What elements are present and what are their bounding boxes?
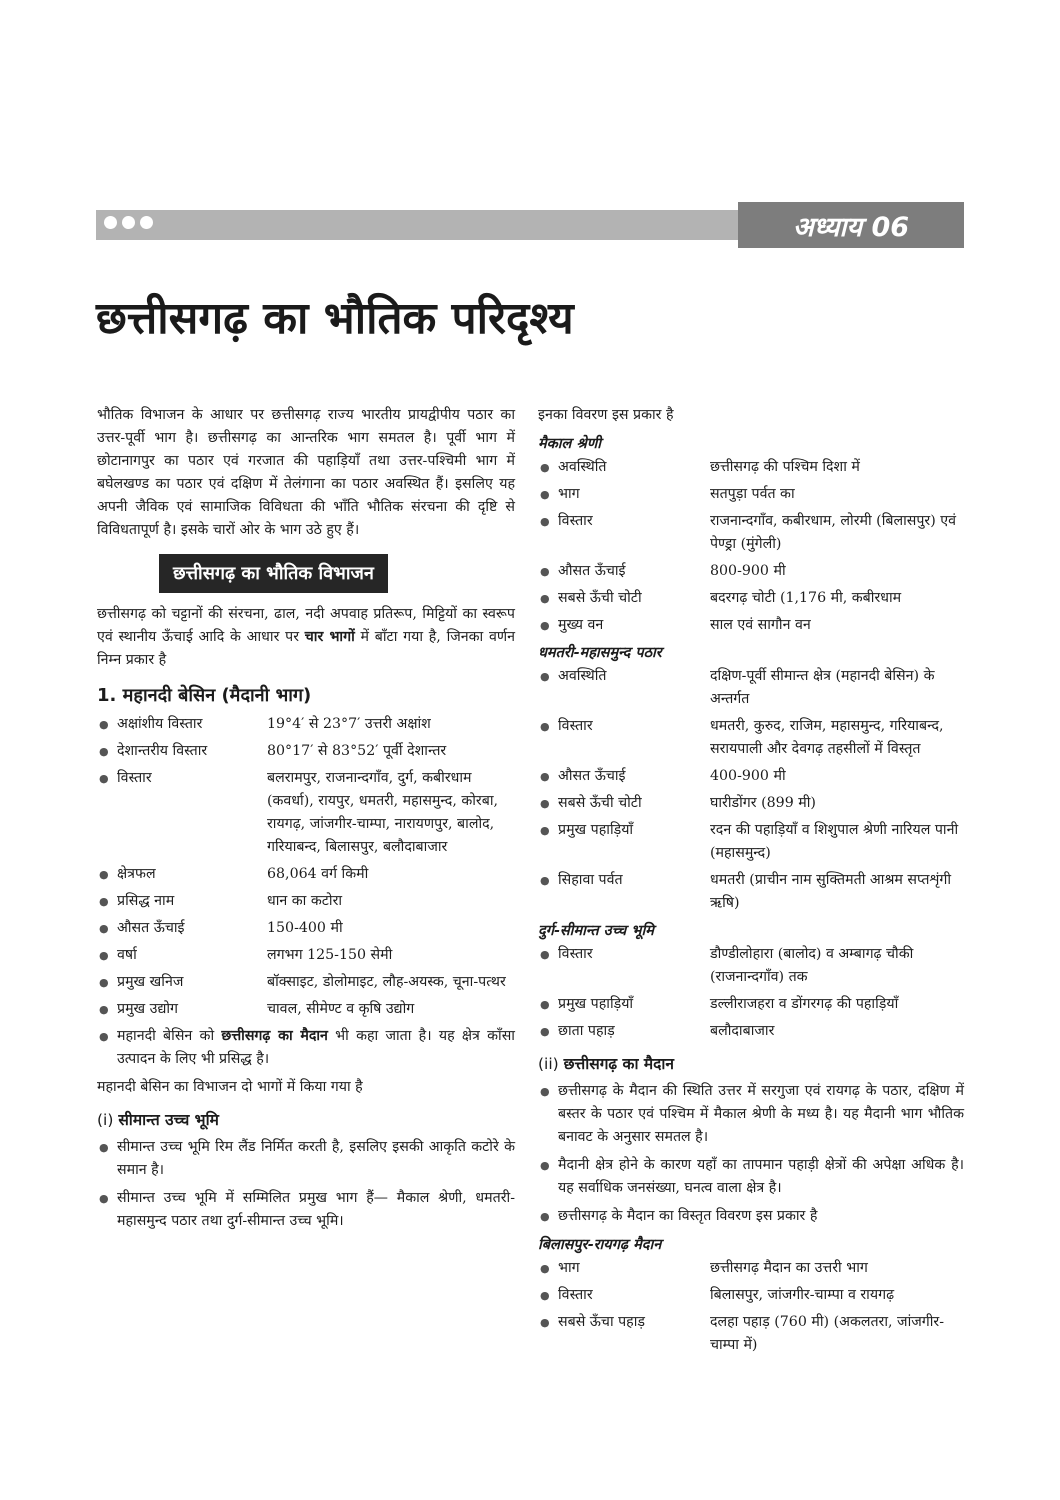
- fact-value: बिलासपुर, जांजगीर-चाम्पा व रायगढ़: [710, 1287, 895, 1303]
- fact-value: छत्तीसगढ़ की पश्चिम दिशा में: [710, 459, 860, 475]
- fact-value: डल्लीराजहरा व डोंगरगढ़ की पहाड़ियाँ: [710, 996, 899, 1012]
- basin-facts-list: [97, 713, 515, 1021]
- fact-value: लगभग 125-150 सेमी: [267, 947, 393, 963]
- fact-key: प्रसिद्ध नाम: [117, 893, 175, 909]
- bullet-icon: ●: [99, 1030, 109, 1043]
- bullet-icon: ●: [99, 1141, 109, 1154]
- fact-row: [538, 943, 964, 989]
- durg-heading: दुर्ग-सीमान्त उच्च भूमि: [538, 922, 654, 939]
- bullet-icon: ●: [540, 565, 550, 578]
- fact-key: विस्तार: [558, 1287, 593, 1303]
- dhamtari-heading: धमतरी-महासमुन्द पठार: [538, 644, 662, 661]
- sub2-title: छत्तीसगढ़ का मैदान: [563, 1055, 674, 1073]
- fact-value: धमतरी (प्राचीन नाम सुक्तिमती आश्रम सप्तशृंगी ऋषि): [710, 872, 952, 911]
- bullet-item: [538, 1205, 964, 1228]
- bullet-item: [97, 1187, 515, 1233]
- bullet-icon: ●: [99, 868, 109, 881]
- fact-row: [538, 1311, 964, 1357]
- bullet-icon: ●: [540, 1262, 550, 1275]
- bullet-icon: ●: [99, 976, 109, 989]
- basin-note-b: भी कहा जाता है। यह क्षेत्र काँसा उत्पादन के लिए भी प्रसिद्ध है।: [117, 1028, 515, 1067]
- bullet-icon: ●: [540, 488, 550, 501]
- sub1-heading: [97, 1109, 515, 1132]
- fact-row: [538, 1257, 964, 1280]
- fact-row: [538, 483, 964, 506]
- fact-row: [97, 890, 515, 913]
- bullet-icon: ●: [540, 948, 550, 961]
- page-title: छत्तीसगढ़ का भौतिक परिदृश्य: [96, 293, 574, 344]
- bullet-icon: ●: [540, 1085, 550, 1098]
- header-dots: [104, 216, 153, 229]
- fact-key: प्रमुख खनिज: [117, 974, 184, 990]
- fact-row: [538, 510, 964, 556]
- fact-value: बलौदाबाजार: [710, 1023, 775, 1039]
- fact-value: 800-900 मी: [710, 563, 786, 579]
- sub1-bullets: [97, 1136, 515, 1233]
- fact-value: धान का कटोरा: [267, 893, 343, 909]
- fact-key: वर्षा: [117, 947, 137, 963]
- fact-row: [538, 765, 964, 788]
- bullet-icon: ●: [540, 998, 550, 1011]
- fact-row: [97, 863, 515, 886]
- basin-note-bold: छत्तीसगढ़ का मैदान: [221, 1028, 328, 1044]
- fact-value: धमतरी, कुरुद, राजिम, महासमुन्द, गरियाबन्द, सरायपाली और देवगढ़ तहसीलों में विस्तृत: [710, 718, 944, 757]
- bullet-text: मैदानी क्षेत्र होने के कारण यहाँ का तापमान पहाड़ी क्षेत्रों की अपेक्षा अधिक है। यह सर्वाधिक जनसंख्या, घनत्व वाला क्षेत्र है।: [558, 1157, 964, 1196]
- fact-row: [538, 560, 964, 583]
- intro-paragraph: भौतिक विभाजन के आधार पर छत्तीसगढ़ राज्य भारतीय प्रायद्वीपीय पठार का उत्तर-पूर्वी भाग है। छत्तीसगढ़ का आन्तरिक भाग समतल है। पूर्वी भाग में छोटानागपुर का पठार एवं गरजात की पहाड़ियाँ तथा उत्तर-पश्चिमी भाग में बघेलखण्ड का पठार एवं दक्षिण में तेलंगाना का पठार अवस्थित हैं। इसलिए यह अपनी जैविक एवं सामाजिक विविधता की भाँति भौतिक संरचना की दृष्टि से विविधतापूर्ण है। इसके चारों ओर के भाग उठे हुए हैं।: [97, 407, 515, 538]
- fact-key: विस्तार: [558, 946, 593, 962]
- bullet-icon: ●: [540, 1025, 550, 1038]
- fact-key: अवस्थिति: [558, 668, 607, 684]
- fact-row: [538, 1020, 964, 1043]
- fact-key: औसत ऊँचाई: [558, 768, 626, 784]
- bullet-icon: ●: [540, 824, 550, 837]
- bullet-icon: ●: [99, 1003, 109, 1016]
- bullet-icon: ●: [540, 1159, 550, 1172]
- fact-key: सबसे ऊँचा पहाड़: [558, 1314, 645, 1330]
- bilaspur-list: [538, 1257, 964, 1357]
- fact-value: चावल, सीमेण्ट व कृषि उद्योग: [267, 1001, 415, 1017]
- fact-value: रदन की पहाड़ियाँ व शिशुपाल श्रेणी नारियल पानी (महासमुन्द): [710, 822, 959, 861]
- fact-value: साल एवं सागौन वन: [710, 617, 811, 633]
- fact-row: [538, 792, 964, 815]
- durg-list: [538, 943, 964, 1043]
- bullet-icon: ●: [99, 745, 109, 758]
- bullet-icon: ●: [540, 592, 550, 605]
- fact-key: प्रमुख पहाड़ियाँ: [558, 822, 634, 838]
- fact-value: 19°4′ से 23°7′ उत्तरी अक्षांश: [267, 716, 431, 732]
- bullet-text: छत्तीसगढ़ के मैदान का विस्तृत विवरण इस प्रकार है: [558, 1208, 818, 1224]
- division-intro-text-end: में बाँटा गया है, जिनका वर्णन निम्न प्रकार है: [97, 629, 516, 668]
- fact-row: [97, 998, 515, 1021]
- dot-icon: [122, 216, 135, 229]
- bullet-icon: ●: [99, 1192, 109, 1205]
- bullet-item: [538, 1080, 964, 1149]
- fact-value: डौण्डीलोहारा (बालोद) व अम्बागढ़ चौकी (राजनान्दगाँव) तक: [710, 946, 914, 985]
- fact-row: [97, 767, 515, 859]
- maikal-heading: मैकाल श्रेणी: [538, 435, 601, 452]
- section-heading: छत्तीसगढ़ का भौतिक विभाजन: [159, 554, 388, 593]
- division-intro-bold: चार भागों: [304, 629, 355, 645]
- bullet-icon: ●: [540, 1289, 550, 1302]
- fact-key: छाता पहाड़: [558, 1023, 615, 1039]
- dot-icon: [104, 216, 117, 229]
- fact-key: भाग: [558, 1260, 580, 1276]
- bullet-icon: ●: [540, 515, 550, 528]
- basin-note-a: महानदी बेसिन को: [117, 1028, 222, 1044]
- chapter-label-box: [738, 202, 964, 248]
- left-column: [97, 404, 515, 1238]
- fact-value: सतपुड़ा पर्वत का: [710, 486, 795, 502]
- fact-key: भाग: [558, 486, 580, 502]
- bullet-icon: ●: [540, 770, 550, 783]
- sub1-prefix: (i): [97, 1111, 119, 1129]
- section-heading-wrap: [159, 554, 515, 593]
- bullet-icon: ●: [540, 874, 550, 887]
- division-intro-text: छत्तीसगढ़ को चट्टानों की संरचना, ढाल, नदी अपवाह प्रतिरूप, मिट्टियों का स्वरूप एवं स्थानीय ऊँचाई आदि के आधार पर: [97, 606, 515, 645]
- division-intro: [97, 603, 515, 672]
- fact-key: विस्तार: [558, 513, 593, 529]
- basin-heading: 1. महानदी बेसिन (मैदानी भाग): [97, 685, 312, 706]
- fact-value: 68,064 वर्ग किमी: [267, 866, 369, 882]
- fact-key: मुख्य वन: [558, 617, 604, 633]
- fact-row: [538, 715, 964, 761]
- fact-row: [538, 456, 964, 479]
- sub1-title: सीमान्त उच्च भूमि: [118, 1111, 219, 1129]
- bullet-icon: ●: [540, 670, 550, 683]
- fact-key: अक्षांशीय विस्तार: [117, 716, 203, 732]
- basin-note: [97, 1025, 515, 1071]
- bullet-icon: ●: [99, 922, 109, 935]
- fact-row: [97, 971, 515, 994]
- fact-key: सबसे ऊँची चोटी: [558, 590, 642, 606]
- fact-key: सबसे ऊँची चोटी: [558, 795, 642, 811]
- right-intro: इनका विवरण इस प्रकार है: [538, 407, 674, 423]
- fact-row: [97, 917, 515, 940]
- bilaspur-heading: बिलासपुर-रायगढ़ मैदान: [538, 1236, 662, 1253]
- fact-value: बॉक्साइट, डोलोमाइट, लौह-अयस्क, चूना-पत्थर: [267, 974, 506, 990]
- fact-value: 80°17′ से 83°52′ पूर्वी देशान्तर: [267, 743, 447, 759]
- bullet-item: [538, 1154, 964, 1200]
- basin-note-text: [117, 1025, 515, 1071]
- bullet-icon: ●: [540, 720, 550, 733]
- chapter-header-bar: [96, 210, 738, 240]
- fact-value: दलहा पहाड़ (760 मी) (अकलतरा, जांजगीर-चाम्पा में): [710, 1314, 945, 1353]
- fact-key: क्षेत्रफल: [117, 866, 156, 882]
- fact-key: प्रमुख उद्योग: [117, 1001, 179, 1017]
- basin-split: महानदी बेसिन का विभाजन दो भागों में किया गया है: [97, 1079, 363, 1095]
- bullet-item: [97, 1136, 515, 1182]
- fact-key: सिहावा पर्वत: [558, 872, 623, 888]
- fact-row: [97, 740, 515, 763]
- sub2-prefix: (ii): [538, 1055, 564, 1073]
- fact-row: [97, 944, 515, 967]
- right-column: [538, 404, 964, 1361]
- bullet-icon: ●: [540, 797, 550, 810]
- fact-key: प्रमुख पहाड़ियाँ: [558, 996, 634, 1012]
- fact-row: [538, 587, 964, 610]
- bullet-icon: ●: [540, 461, 550, 474]
- fact-key: अवस्थिति: [558, 459, 607, 475]
- maikal-list: [538, 456, 964, 637]
- fact-key: विस्तार: [117, 770, 152, 786]
- fact-row: [538, 665, 964, 711]
- fact-row: [538, 869, 964, 915]
- fact-row: [538, 1284, 964, 1307]
- fact-value: छत्तीसगढ़ मैदान का उत्तरी भाग: [710, 1260, 868, 1276]
- fact-row: [538, 819, 964, 865]
- fact-row: [538, 993, 964, 1016]
- fact-key: औसत ऊँचाई: [117, 920, 185, 936]
- fact-key: औसत ऊँचाई: [558, 563, 626, 579]
- bullet-text: छत्तीसगढ़ के मैदान की स्थिति उत्तर में सरगुजा एवं रायगढ़ के पठार, दक्षिण में बस्तर के पठार एवं पश्चिम में मैकाल श्रेणी के मध्य है। यह मैदानी भाग भौतिक बनावट के अनुसार समतल है।: [558, 1083, 964, 1145]
- fact-key: विस्तार: [558, 718, 593, 734]
- fact-row: [97, 713, 515, 736]
- fact-value: दक्षिण-पूर्वी सीमान्त क्षेत्र (महानदी बेसिन) के अन्तर्गत: [710, 668, 935, 707]
- bullet-icon: ●: [540, 1316, 550, 1329]
- fact-value: बलरामपुर, राजनान्दगाँव, दुर्ग, कबीरधाम (कवर्धा), रायपुर, धमतरी, महासमुन्द, कोरबा, रायगढ़, जांजगीर-चाम्पा, नारायणपुर, बालोद, गरियाबन्द, बिलासपुर, बलौदाबाजार: [267, 770, 499, 855]
- fact-value: बदरगढ़ चोटी (1,176 मी, कबीरधाम: [710, 590, 902, 606]
- sub2-bullets: [538, 1080, 964, 1228]
- bullet-icon: ●: [99, 949, 109, 962]
- sub2-heading: [538, 1053, 964, 1076]
- fact-row: [538, 614, 964, 637]
- fact-value: 150-400 मी: [267, 920, 343, 936]
- bullet-icon: ●: [540, 619, 550, 632]
- dot-icon: [140, 216, 153, 229]
- bullet-text: सीमान्त उच्च भूमि रिम लैंड निर्मित करती है, इसलिए इसकी आकृति कटोरे के समान है।: [117, 1139, 515, 1178]
- dhamtari-list: [538, 665, 964, 915]
- bullet-icon: ●: [99, 772, 109, 785]
- bullet-text: सीमान्त उच्च भूमि में सम्मिलित प्रमुख भाग हैं— मैकाल श्रेणी, धमतरी-महासमुन्द पठार तथा दुर्ग-सीमान्त उच्च भूमि।: [117, 1190, 515, 1229]
- fact-value: घारीडोंगर (899 मी): [710, 795, 816, 811]
- chapter-label: अध्याय 06: [792, 211, 910, 243]
- fact-value: राजनान्दगाँव, कबीरधाम, लोरमी (बिलासपुर) एवं पेण्ड्रा (मुंगेली): [710, 513, 957, 552]
- fact-value: 400-900 मी: [710, 768, 786, 784]
- bullet-icon: ●: [99, 895, 109, 908]
- bullet-icon: ●: [540, 1210, 550, 1223]
- fact-key: देशान्तरीय विस्तार: [117, 743, 208, 759]
- bullet-icon: ●: [99, 718, 109, 731]
